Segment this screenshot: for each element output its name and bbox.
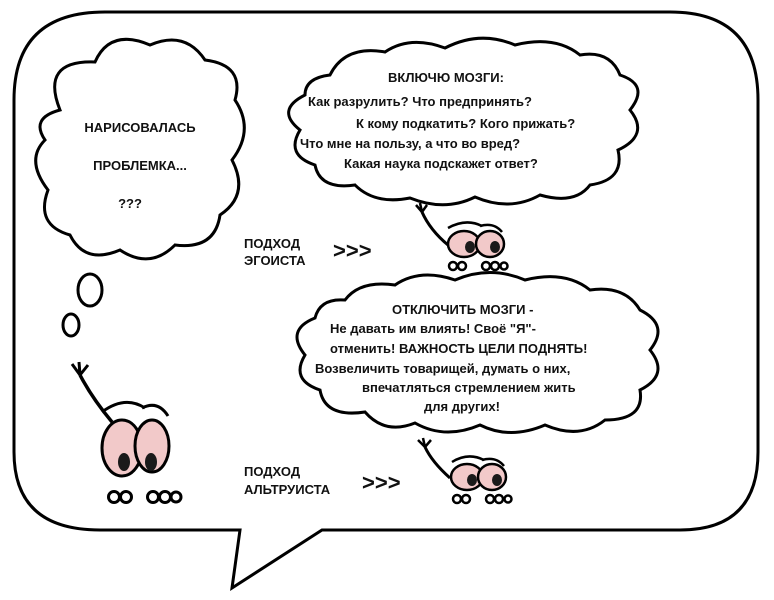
altruist-pupil-right xyxy=(492,474,502,486)
problem-line-2: ПРОБЛЕМКА... xyxy=(93,158,187,173)
egoist-line-2: К кому подкатить? Кого прижать? xyxy=(356,116,576,131)
egoist-pupil-left xyxy=(465,241,475,253)
thought-bubble-large xyxy=(78,274,102,306)
egoist-line-3: Что мне на пользу, а что во вред? xyxy=(300,136,521,151)
altruist-line-5: для других! xyxy=(424,399,500,414)
altruist-label-line-1: ПОДХОД xyxy=(244,464,301,479)
thought-bubble-small xyxy=(63,314,79,336)
egoist-arrows: >>> xyxy=(333,238,372,263)
altruist-line-4: впечатляться стремлением жить xyxy=(362,380,576,395)
thinker-pupil-left xyxy=(118,453,130,471)
egoist-label-line-1: ПОДХОД xyxy=(244,236,301,251)
problem-line-3: ??? xyxy=(118,196,142,211)
altruist-line-2: отменить! ВАЖНОСТЬ ЦЕЛИ ПОДНЯТЬ! xyxy=(330,341,588,356)
thinker-pupil-right xyxy=(145,453,157,471)
altruist-line-3: Возвеличить товарищей, думать о них, xyxy=(315,361,571,376)
egoist-label-line-2: ЭГОИСТА xyxy=(244,253,306,268)
problem-line-1: НАРИСОВАЛАСЬ xyxy=(84,120,196,135)
altruist-title: ОТКЛЮЧИТЬ МОЗГИ - xyxy=(392,302,534,317)
altruist-pupil-left xyxy=(467,474,477,486)
egoist-title: ВКЛЮЧЮ МОЗГИ: xyxy=(388,70,504,85)
altruist-arrows: >>> xyxy=(362,470,401,495)
altruist-line-1: Не давать им влиять! Своё "Я"- xyxy=(330,321,536,336)
altruist-eye-right xyxy=(478,464,506,490)
altruist-label-line-2: АЛЬТРУИСТА xyxy=(244,482,331,497)
egoist-line-4: Какая наука подскажет ответ? xyxy=(344,156,538,171)
egoist-eye-right xyxy=(476,231,504,257)
egoist-pupil-right xyxy=(490,241,500,253)
problem-thought-cloud xyxy=(36,39,245,259)
egoist-line-1: Как разрулить? Что предпринять? xyxy=(308,94,532,109)
